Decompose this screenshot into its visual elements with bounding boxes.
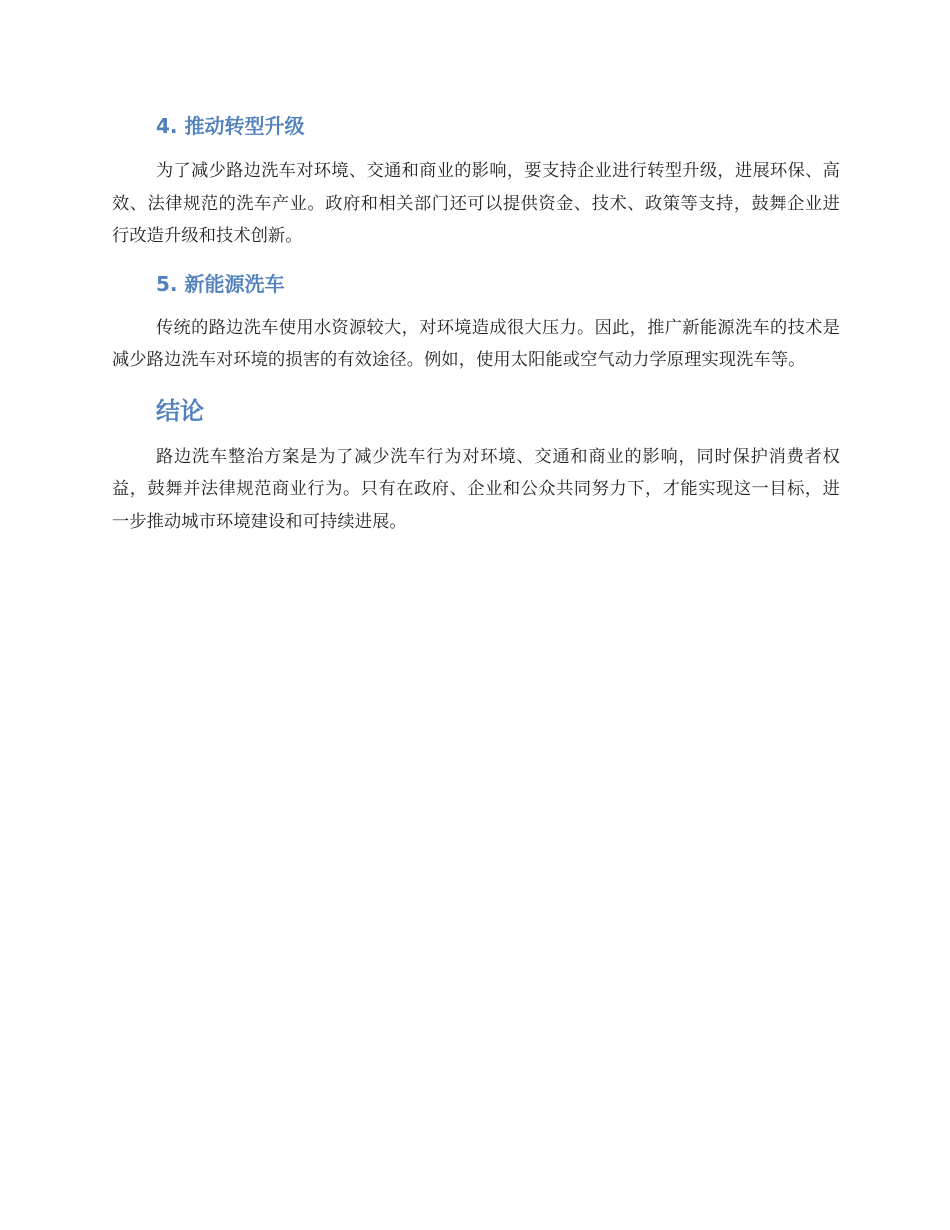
section-paragraph-transformation: 为了减少路边洗车对环境、交通和商业的影响，要支持企业进行转型升级，进展环保、高效、法律规范的洗车产业。政府和相关部门还可以提供资金、技术、政策等支持，鼓舞企业进行改造升级和技术创新。 — [112, 161, 840, 246]
section-heading-transformation: 4. 推动转型升级 — [156, 114, 305, 138]
section-paragraph-new-energy: 传统的路边洗车使用水资源较大，对环境造成很大压力。因此，推广新能源洗车的技术是减少路边洗车对环境的损害的有效途径。例如，使用太阳能或空气动力学原理实现洗车等。 — [112, 317, 840, 370]
conclusion-heading: 结论 — [156, 396, 204, 425]
conclusion-paragraph: 路边洗车整治方案是为了减少洗车行为对环境、交通和商业的影响，同时保护消费者权益，鼓舞并法律规范商业行为。只有在政府、企业和公众共同努力下，才能实现这一目标，进一步推动城市环境建设和可持续进展。 — [112, 446, 840, 532]
section-heading-new-energy: 5. 新能源洗车 — [156, 271, 285, 296]
document-body — [112, 108, 840, 538]
